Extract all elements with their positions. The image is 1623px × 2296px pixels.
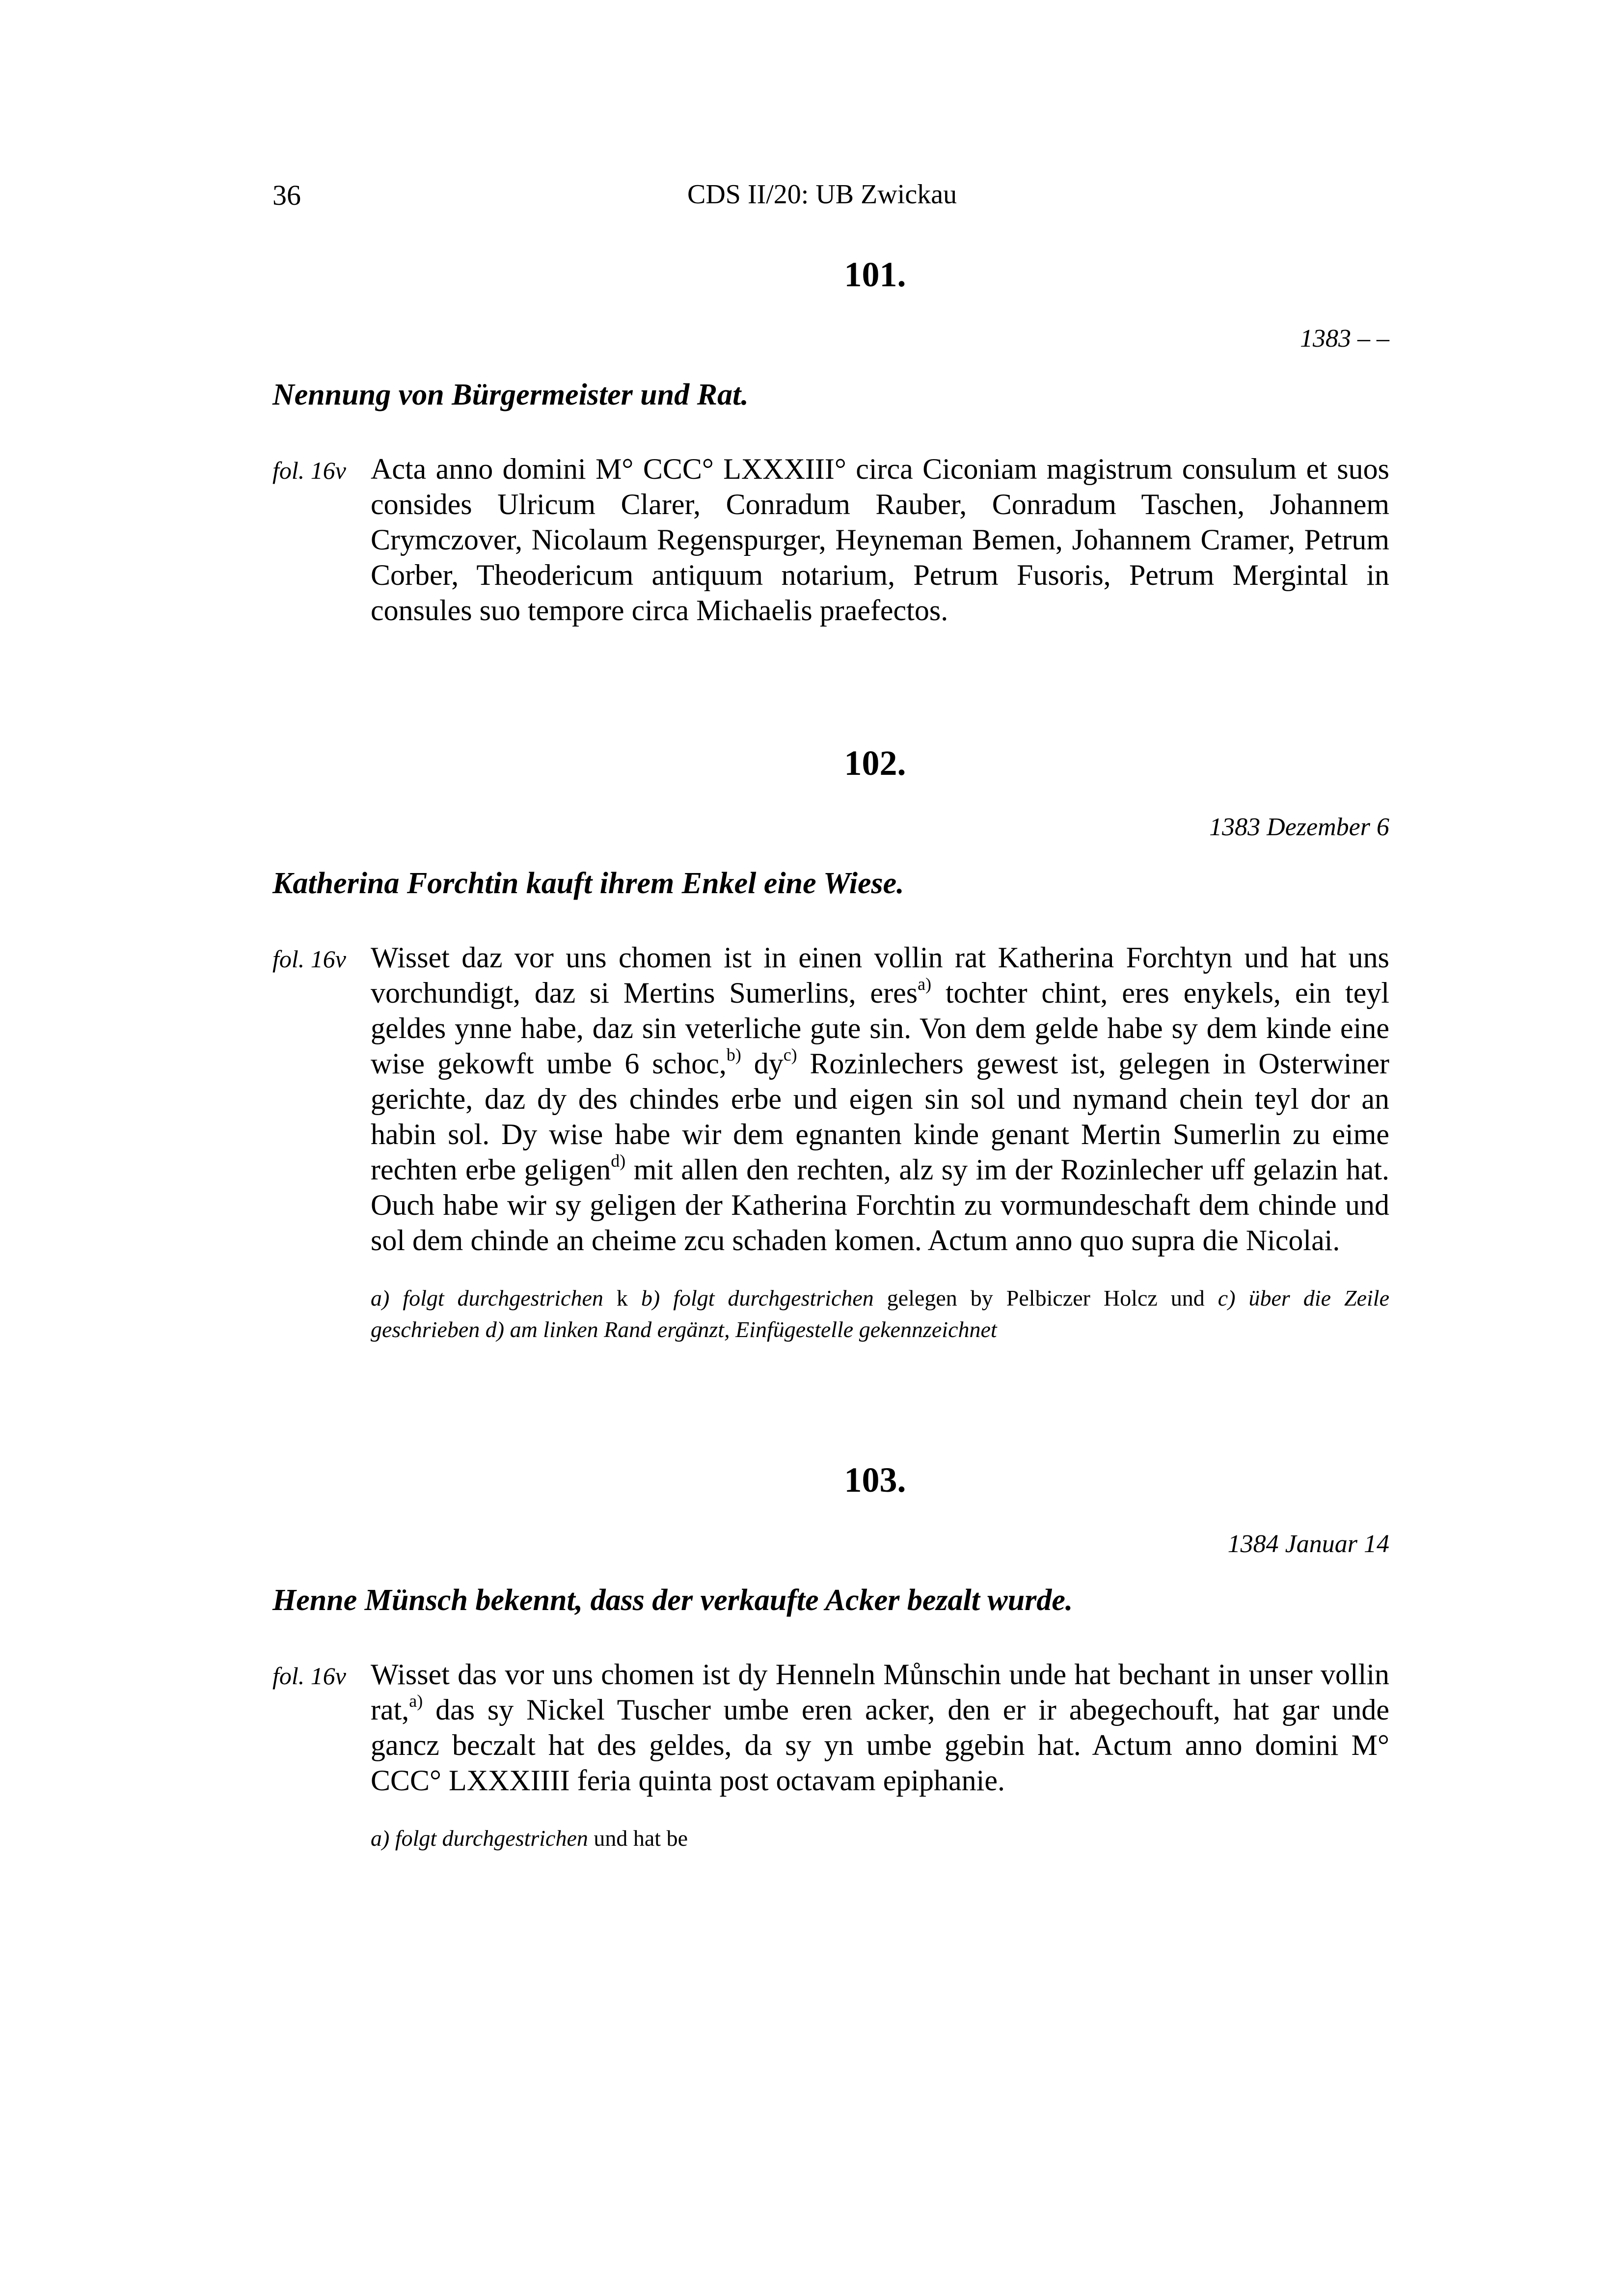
folio-reference: fol. 16v [272,1662,346,1690]
entry-title: Henne Münsch bekennt, dass der verkaufte Acker bezalt wurde. [272,1583,1073,1617]
entry-title: Nennung von Bürgermeister und Rat. [272,378,749,411]
entry-number: 102. [844,743,906,783]
entry-body [272,1657,1389,1798]
entry-date: 1384 Januar 14 [1227,1530,1389,1558]
folio-reference: fol. 16v [272,456,346,484]
footnote-marker: d) [611,1150,626,1171]
footnote-marker: c) [783,1044,797,1065]
entry-text: Acta anno domini M° CCC° LXXXIII° circa Ciconiam magistrum consulum et suos consides Ulricum Clarer, Conradum Rauber, Conradum Taschen, Johannem Crymczover, Nicolaum Regenspurger, Heyneman Bemen, Johannem Cramer, Petrum Corber, Theodericum antiquum notarium, Petrum Fusoris, Petrum Mergintal in consules suo tempore circa Michaelis praefectos. [371,452,1389,627]
entry-date: 1383 – – [1300,325,1389,353]
footnote-marker: b) [726,1044,741,1065]
entry-text: Wisset das vor uns chomen ist dy Henneln Můnschin unde hat bechant in unser vollin rat,$^{a)}$ das sy Nickel Tuscher umbe eren acker, den er ir abegechouft, hat gar unde gancz beczalt hat des geldes, da sy yn umbe ggebin hat. Actum anno domini M° CCC° LXXXIIII feria quinta post octavam epiphanie. [371,1658,1389,1797]
entry-text: Wisset daz vor uns chomen ist in einen vollin rat Katherina Forchtyn und hat uns vorchundigt, daz si Mertins Sumerlins, eres$^{a)}$ tochter chint, eres enykels, ein teyl geldes ynne habe, daz sin veterliche gute sin. Von dem gelde habe sy dem kinde eine wise gekowft umbe 6 schoc,$^{b)}$ $dy^{c)}$ Rozinlechers gewest ist, gelegen in Osterwiner gerichte, daz dy des chindes erbe und eigen sin sol und nymand chein teyl dor an habin sol. Dy wise habe wir dem egnanten kinde genant Mertin Sumerlin zu eime rechten erbe geligen$^{d)}$ mit allen den rechten, alz sy im der Rozinlecher uff gelazin hat. Ouch habe wir sy geligen der Katherina Forchtin zu vormundeschaft dem chinde und sol dem chinde an cheime zcu schaden komen. Actum anno quo supra die Nicolai. [371,941,1390,1257]
entry-101 [272,255,1389,628]
entry-title: Katherina Forchtin kauft ihrem Enkel eine Wiese. [272,866,904,900]
apparatus-notes: a) folgt durchgestrichen und hat be [371,1825,688,1851]
running-head: CDS II/20: UB Zwickau [687,179,957,210]
entry-body [272,940,1389,1258]
folio-reference: fol. 16v [272,945,346,973]
entry-103 [272,1461,1389,1854]
footnote-marker: a) [409,1691,423,1711]
entry-number: 103. [844,1460,906,1500]
page-number: 36 [272,179,301,211]
footnote-marker: a) [918,974,932,994]
apparatus-notes: a) folgt durchgestrichen k b) folgt durchgestrichen gelegen by Pelbiczer Holcz und c) über die Zeile geschrieben d) am linken Rand ergänzt, Einfügestelle gekennzeichnet [371,1285,1390,1342]
entry-102 [272,744,1389,1345]
entry-number: 101. [844,255,906,294]
entry-body [272,451,1389,628]
entry-date: 1383 Dezember 6 [1209,813,1389,842]
